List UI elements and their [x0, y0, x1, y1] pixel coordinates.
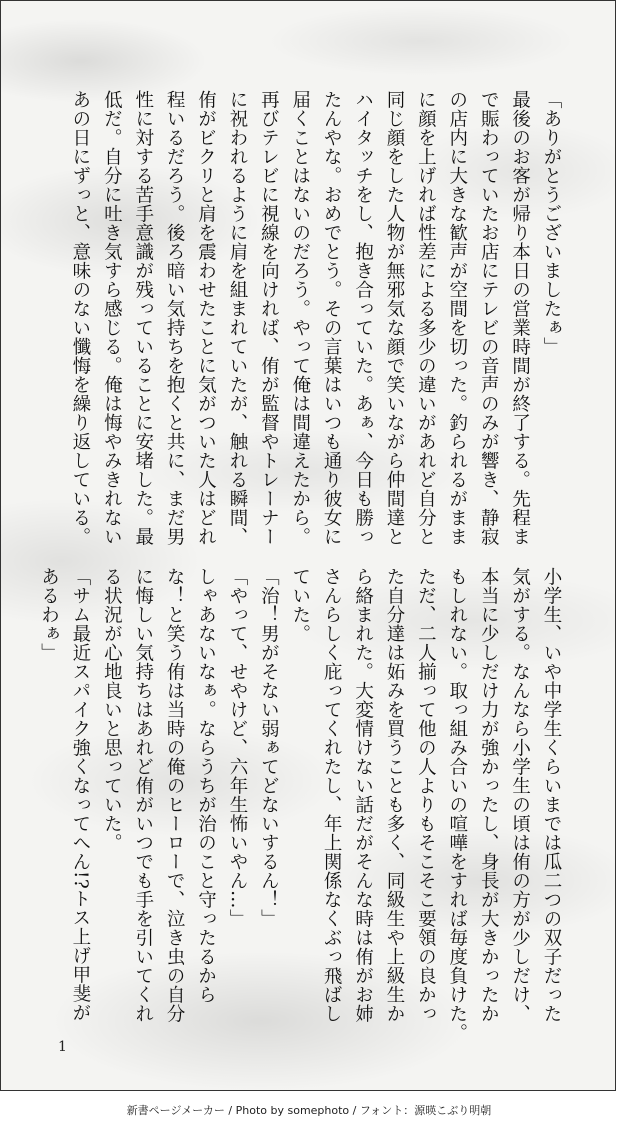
text-line: に悔しい気持ちはあれど侑がいつでも手を引いてくれ	[132, 567, 154, 1023]
text-line: 侑がビクリと肩を震わせたことに気がついた人はどれ	[195, 90, 217, 546]
text-line: に祝われるように肩を組まれていたが、触れる瞬間、	[226, 90, 248, 546]
text-line: 本当に少しだけ力が強かったし、身長が大きかったか	[478, 567, 500, 1023]
text-line: で賑わっていたお店にテレビの音声のみが響き、静寂	[478, 90, 500, 546]
text-line: 低だ。自分に吐き気すら感じる。俺は悔やみきれない	[101, 90, 123, 546]
text-line: あるわぁ」	[38, 567, 60, 662]
text-line: もしれない。取っ組み合いの喧嘩をすれば毎度負けた。	[446, 567, 468, 1042]
text-line: しゃあないなぁ。ならうちが治のこと守ったるから	[195, 567, 217, 1004]
text-line: 程いるだろう。後ろ暗い気持ちを抱くと共に、まだ男	[164, 90, 186, 546]
text-line: 「やって、せやけど、六年生怖いやん…」	[226, 567, 248, 928]
text-line: ハイタッチをし、抱き合っていた。あぁ、今日も勝っ	[352, 90, 374, 546]
text-line: 届くことはないのだろう。やって俺は間違えたから。	[289, 90, 311, 546]
text-line: ら絡まれた。大変情けない話だがそんな時は侑がお姉	[352, 567, 374, 1023]
text-line: 「治！男がそない弱ぁてどないするん！」	[258, 567, 280, 928]
text-line: の店内に大きな歓声が空間を切った。釣られるがまま	[446, 90, 468, 546]
text-line: 小学生、いや中学生くらいまでは瓜二つの双子だった	[541, 567, 562, 1023]
text-line: ただ、二人揃って他の人よりもそこそこ要領の良かっ	[415, 567, 437, 1023]
text-line: さんらしく庇ってくれたし、年上関係なくぶっ飛ばし	[321, 567, 343, 1023]
text-line: あの日にずっと、意味のない懺悔を繰り返している。	[69, 90, 91, 546]
text-line: たんやな。おめでとう。その言葉はいつも通り彼女に	[321, 90, 343, 546]
footer-credit: 新書ページメーカー / Photo by somephoto / フォント：源暎こぶり明朝	[126, 1104, 492, 1117]
text-line: 「サム最近スパイク強くなってへん!?トス上げ甲斐が	[69, 567, 91, 1023]
text-line: 同じ顔をした人物が無邪気な顔で笑いながら仲間達と	[383, 90, 405, 546]
text-block-lower	[33, 567, 567, 1042]
text-line: に顔を上げれば性差による多少の違いがあれど自分と	[415, 90, 437, 546]
text-line: 気がする。なんなら小学生の頃は侑の方が少しだけ、	[509, 567, 531, 1023]
text-line: る状況が心地良いと思っていた。	[101, 567, 123, 852]
text-line: 最後のお客が帰り本日の営業時間が終了する。先程ま	[509, 90, 531, 546]
text-line: た自分達は妬みを買うことも多く、同級生や上級生か	[383, 567, 405, 1023]
text-line: 再びテレビに視線を向ければ、侑が監督やトレーナー	[258, 90, 280, 546]
text-line: ていた。	[289, 567, 311, 643]
text-line: な！と笑う侑は当時の俺のヒーローで、泣き虫の自分	[164, 567, 186, 1023]
page-number: 1	[58, 1039, 67, 1055]
text-line: 「ありがとうございましたぁ」	[541, 90, 562, 356]
text-block-upper	[65, 90, 568, 546]
text-line: 性に対する苦手意識が残っていることに安堵した。最	[132, 90, 154, 546]
